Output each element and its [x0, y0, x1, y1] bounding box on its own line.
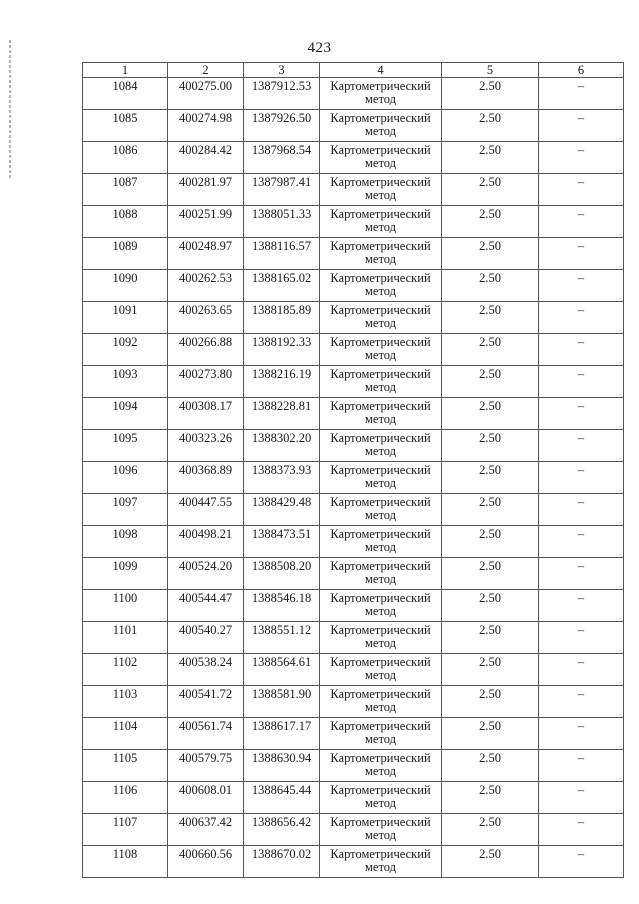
method-line-2: метод — [364, 92, 396, 106]
x-coordinate-cell: 400498.21 — [168, 526, 244, 558]
method-line-1: Картометрический — [330, 431, 431, 445]
method-line-2: метод — [364, 636, 396, 650]
x-coordinate-cell: 400273.80 — [168, 366, 244, 398]
y-coordinate-cell: 1388656.42 — [244, 814, 320, 846]
x-coordinate-cell: 400248.97 — [168, 238, 244, 270]
table-row — [83, 430, 624, 462]
accuracy-cell: 2.50 — [442, 174, 539, 206]
method-cell — [320, 590, 442, 622]
table-row — [83, 398, 624, 430]
y-coordinate-cell: 1388551.12 — [244, 622, 320, 654]
point-number-cell: 1108 — [83, 846, 168, 878]
accuracy-cell: 2.50 — [442, 782, 539, 814]
method-cell — [320, 430, 442, 462]
x-coordinate-cell: 400447.55 — [168, 494, 244, 526]
method-line-2: метод — [364, 700, 396, 714]
accuracy-cell: 2.50 — [442, 462, 539, 494]
table-row — [83, 782, 624, 814]
method-line-2: метод — [364, 540, 396, 554]
accuracy-cell: 2.50 — [442, 686, 539, 718]
point-number-cell: 1097 — [83, 494, 168, 526]
accuracy-cell: 2.50 — [442, 814, 539, 846]
y-coordinate-cell: 1387926.50 — [244, 110, 320, 142]
note-cell: – — [539, 718, 624, 750]
method-cell — [320, 302, 442, 334]
table-row — [83, 110, 624, 142]
point-number-cell: 1092 — [83, 334, 168, 366]
point-number-cell: 1089 — [83, 238, 168, 270]
accuracy-cell: 2.50 — [442, 398, 539, 430]
table-row — [83, 526, 624, 558]
point-number-cell: 1093 — [83, 366, 168, 398]
table-row — [83, 238, 624, 270]
method-line-2: метод — [364, 796, 396, 810]
accuracy-cell: 2.50 — [442, 334, 539, 366]
table-row — [83, 686, 624, 718]
point-number-cell: 1103 — [83, 686, 168, 718]
method-line-2: метод — [364, 828, 396, 842]
table-row — [83, 366, 624, 398]
method-line-2: метод — [364, 284, 396, 298]
x-coordinate-cell: 400561.74 — [168, 718, 244, 750]
table-row — [83, 462, 624, 494]
accuracy-cell: 2.50 — [442, 526, 539, 558]
y-coordinate-cell: 1388185.89 — [244, 302, 320, 334]
note-cell: – — [539, 366, 624, 398]
method-line-1: Картометрический — [330, 623, 431, 637]
table-row — [83, 142, 624, 174]
header-col-5: 5 — [442, 63, 539, 78]
method-line-2: метод — [364, 188, 396, 202]
method-line-2: метод — [364, 316, 396, 330]
method-cell — [320, 526, 442, 558]
method-cell — [320, 142, 442, 174]
x-coordinate-cell: 400538.24 — [168, 654, 244, 686]
x-coordinate-cell: 400262.53 — [168, 270, 244, 302]
page-number: 423 — [307, 40, 332, 56]
table-row — [83, 718, 624, 750]
note-cell: – — [539, 846, 624, 878]
note-cell: – — [539, 526, 624, 558]
table-row — [83, 174, 624, 206]
method-line-2: метод — [364, 860, 396, 874]
point-number-cell: 1102 — [83, 654, 168, 686]
point-number-cell: 1084 — [83, 78, 168, 110]
method-line-1: Картометрический — [330, 303, 431, 317]
point-number-cell: 1095 — [83, 430, 168, 462]
point-number-cell: 1105 — [83, 750, 168, 782]
coordinates-table — [82, 62, 624, 878]
header-col-6: 6 — [539, 63, 624, 78]
method-line-1: Картометрический — [330, 591, 431, 605]
method-line-2: метод — [364, 508, 396, 522]
method-cell — [320, 814, 442, 846]
method-line-2: метод — [364, 668, 396, 682]
y-coordinate-cell: 1388617.17 — [244, 718, 320, 750]
point-number-cell: 1104 — [83, 718, 168, 750]
note-cell: – — [539, 686, 624, 718]
note-cell: – — [539, 782, 624, 814]
table-row — [83, 334, 624, 366]
method-line-1: Картометрический — [330, 783, 431, 797]
method-cell — [320, 78, 442, 110]
method-line-2: метод — [364, 124, 396, 138]
method-cell — [320, 686, 442, 718]
x-coordinate-cell: 400541.72 — [168, 686, 244, 718]
x-coordinate-cell: 400637.42 — [168, 814, 244, 846]
point-number-cell: 1087 — [83, 174, 168, 206]
point-number-cell: 1085 — [83, 110, 168, 142]
method-cell — [320, 366, 442, 398]
y-coordinate-cell: 1388645.44 — [244, 782, 320, 814]
method-line-1: Картометрический — [330, 143, 431, 157]
method-line-1: Картометрический — [330, 687, 431, 701]
scan-margin-mark — [9, 40, 11, 180]
method-cell — [320, 334, 442, 366]
method-line-2: метод — [364, 732, 396, 746]
y-coordinate-cell: 1388302.20 — [244, 430, 320, 462]
method-line-1: Картометрический — [330, 527, 431, 541]
x-coordinate-cell: 400323.26 — [168, 430, 244, 462]
y-coordinate-cell: 1388192.33 — [244, 334, 320, 366]
header-row — [83, 63, 624, 78]
method-line-2: метод — [364, 348, 396, 362]
method-cell — [320, 398, 442, 430]
method-cell — [320, 494, 442, 526]
accuracy-cell: 2.50 — [442, 110, 539, 142]
method-line-1: Картометрический — [330, 847, 431, 861]
point-number-cell: 1098 — [83, 526, 168, 558]
x-coordinate-cell: 400540.27 — [168, 622, 244, 654]
note-cell: – — [539, 590, 624, 622]
method-cell — [320, 206, 442, 238]
x-coordinate-cell: 400368.89 — [168, 462, 244, 494]
accuracy-cell: 2.50 — [442, 206, 539, 238]
method-cell — [320, 622, 442, 654]
y-coordinate-cell: 1388051.33 — [244, 206, 320, 238]
note-cell: – — [539, 462, 624, 494]
y-coordinate-cell: 1388630.94 — [244, 750, 320, 782]
method-cell — [320, 782, 442, 814]
table-header — [83, 63, 624, 78]
x-coordinate-cell: 400274.98 — [168, 110, 244, 142]
method-line-2: метод — [364, 156, 396, 170]
y-coordinate-cell: 1388228.81 — [244, 398, 320, 430]
note-cell: – — [539, 206, 624, 238]
y-coordinate-cell: 1388670.02 — [244, 846, 320, 878]
table-row — [83, 622, 624, 654]
x-coordinate-cell: 400281.97 — [168, 174, 244, 206]
method-line-1: Картометрический — [330, 335, 431, 349]
note-cell: – — [539, 238, 624, 270]
y-coordinate-cell: 1387968.54 — [244, 142, 320, 174]
point-number-cell: 1106 — [83, 782, 168, 814]
method-cell — [320, 654, 442, 686]
x-coordinate-cell: 400524.20 — [168, 558, 244, 590]
method-cell — [320, 750, 442, 782]
y-coordinate-cell: 1388165.02 — [244, 270, 320, 302]
note-cell: – — [539, 558, 624, 590]
method-line-1: Картометрический — [330, 367, 431, 381]
note-cell: – — [539, 110, 624, 142]
note-cell: – — [539, 654, 624, 686]
header-col-2: 2 — [168, 63, 244, 78]
note-cell: – — [539, 142, 624, 174]
method-cell — [320, 238, 442, 270]
point-number-cell: 1099 — [83, 558, 168, 590]
accuracy-cell: 2.50 — [442, 654, 539, 686]
y-coordinate-cell: 1388216.19 — [244, 366, 320, 398]
y-coordinate-cell: 1388581.90 — [244, 686, 320, 718]
y-coordinate-cell: 1388473.51 — [244, 526, 320, 558]
table-row — [83, 302, 624, 334]
table-row — [83, 846, 624, 878]
method-line-2: метод — [364, 444, 396, 458]
method-line-1: Картометрический — [330, 495, 431, 509]
note-cell: – — [539, 622, 624, 654]
method-line-1: Картометрический — [330, 463, 431, 477]
method-line-1: Картометрический — [330, 239, 431, 253]
accuracy-cell: 2.50 — [442, 302, 539, 334]
method-line-2: метод — [364, 764, 396, 778]
note-cell: – — [539, 750, 624, 782]
header-col-3: 3 — [244, 63, 320, 78]
accuracy-cell: 2.50 — [442, 718, 539, 750]
method-line-1: Картометрический — [330, 815, 431, 829]
accuracy-cell: 2.50 — [442, 142, 539, 174]
method-line-1: Картометрический — [330, 175, 431, 189]
y-coordinate-cell: 1387987.41 — [244, 174, 320, 206]
method-line-2: метод — [364, 476, 396, 490]
note-cell: – — [539, 430, 624, 462]
method-line-1: Картометрический — [330, 207, 431, 221]
method-cell — [320, 270, 442, 302]
method-line-1: Картометрический — [330, 655, 431, 669]
method-cell — [320, 558, 442, 590]
x-coordinate-cell: 400608.01 — [168, 782, 244, 814]
table-row — [83, 270, 624, 302]
note-cell: – — [539, 78, 624, 110]
table-row — [83, 558, 624, 590]
method-line-2: метод — [364, 604, 396, 618]
accuracy-cell: 2.50 — [442, 494, 539, 526]
accuracy-cell: 2.50 — [442, 750, 539, 782]
accuracy-cell: 2.50 — [442, 430, 539, 462]
table-body — [83, 78, 624, 878]
x-coordinate-cell: 400579.75 — [168, 750, 244, 782]
accuracy-cell: 2.50 — [442, 846, 539, 878]
table-row — [83, 590, 624, 622]
point-number-cell: 1100 — [83, 590, 168, 622]
x-coordinate-cell: 400266.88 — [168, 334, 244, 366]
y-coordinate-cell: 1388508.20 — [244, 558, 320, 590]
x-coordinate-cell: 400275.00 — [168, 78, 244, 110]
point-number-cell: 1088 — [83, 206, 168, 238]
y-coordinate-cell: 1388373.93 — [244, 462, 320, 494]
note-cell: – — [539, 334, 624, 366]
accuracy-cell: 2.50 — [442, 78, 539, 110]
accuracy-cell: 2.50 — [442, 238, 539, 270]
header-col-4: 4 — [320, 63, 442, 78]
header-col-1: 1 — [83, 63, 168, 78]
method-line-1: Картометрический — [330, 111, 431, 125]
table-row — [83, 206, 624, 238]
method-line-1: Картометрический — [330, 79, 431, 93]
table-row — [83, 78, 624, 110]
point-number-cell: 1094 — [83, 398, 168, 430]
note-cell: – — [539, 814, 624, 846]
x-coordinate-cell: 400284.42 — [168, 142, 244, 174]
table-row — [83, 814, 624, 846]
point-number-cell: 1086 — [83, 142, 168, 174]
method-cell — [320, 110, 442, 142]
note-cell: – — [539, 302, 624, 334]
method-line-1: Картометрический — [330, 399, 431, 413]
accuracy-cell: 2.50 — [442, 558, 539, 590]
point-number-cell: 1101 — [83, 622, 168, 654]
y-coordinate-cell: 1388116.57 — [244, 238, 320, 270]
point-number-cell: 1096 — [83, 462, 168, 494]
method-line-2: метод — [364, 380, 396, 394]
x-coordinate-cell: 400660.56 — [168, 846, 244, 878]
note-cell: – — [539, 270, 624, 302]
method-cell — [320, 462, 442, 494]
x-coordinate-cell: 400251.99 — [168, 206, 244, 238]
method-line-2: метод — [364, 412, 396, 426]
method-line-1: Картометрический — [330, 719, 431, 733]
point-number-cell: 1091 — [83, 302, 168, 334]
y-coordinate-cell: 1388564.61 — [244, 654, 320, 686]
table-row — [83, 494, 624, 526]
x-coordinate-cell: 400263.65 — [168, 302, 244, 334]
note-cell: – — [539, 398, 624, 430]
note-cell: – — [539, 174, 624, 206]
accuracy-cell: 2.50 — [442, 270, 539, 302]
accuracy-cell: 2.50 — [442, 590, 539, 622]
method-line-2: метод — [364, 572, 396, 586]
method-line-1: Картометрический — [330, 271, 431, 285]
method-cell — [320, 718, 442, 750]
method-line-2: метод — [364, 220, 396, 234]
method-line-2: метод — [364, 252, 396, 266]
table-row — [83, 750, 624, 782]
y-coordinate-cell: 1388546.18 — [244, 590, 320, 622]
note-cell: – — [539, 494, 624, 526]
y-coordinate-cell: 1387912.53 — [244, 78, 320, 110]
point-number-cell: 1107 — [83, 814, 168, 846]
accuracy-cell: 2.50 — [442, 366, 539, 398]
accuracy-cell: 2.50 — [442, 622, 539, 654]
point-number-cell: 1090 — [83, 270, 168, 302]
table-row — [83, 654, 624, 686]
method-cell — [320, 174, 442, 206]
method-line-1: Картометрический — [330, 751, 431, 765]
y-coordinate-cell: 1388429.48 — [244, 494, 320, 526]
method-cell — [320, 846, 442, 878]
x-coordinate-cell: 400308.17 — [168, 398, 244, 430]
method-line-1: Картометрический — [330, 559, 431, 573]
x-coordinate-cell: 400544.47 — [168, 590, 244, 622]
